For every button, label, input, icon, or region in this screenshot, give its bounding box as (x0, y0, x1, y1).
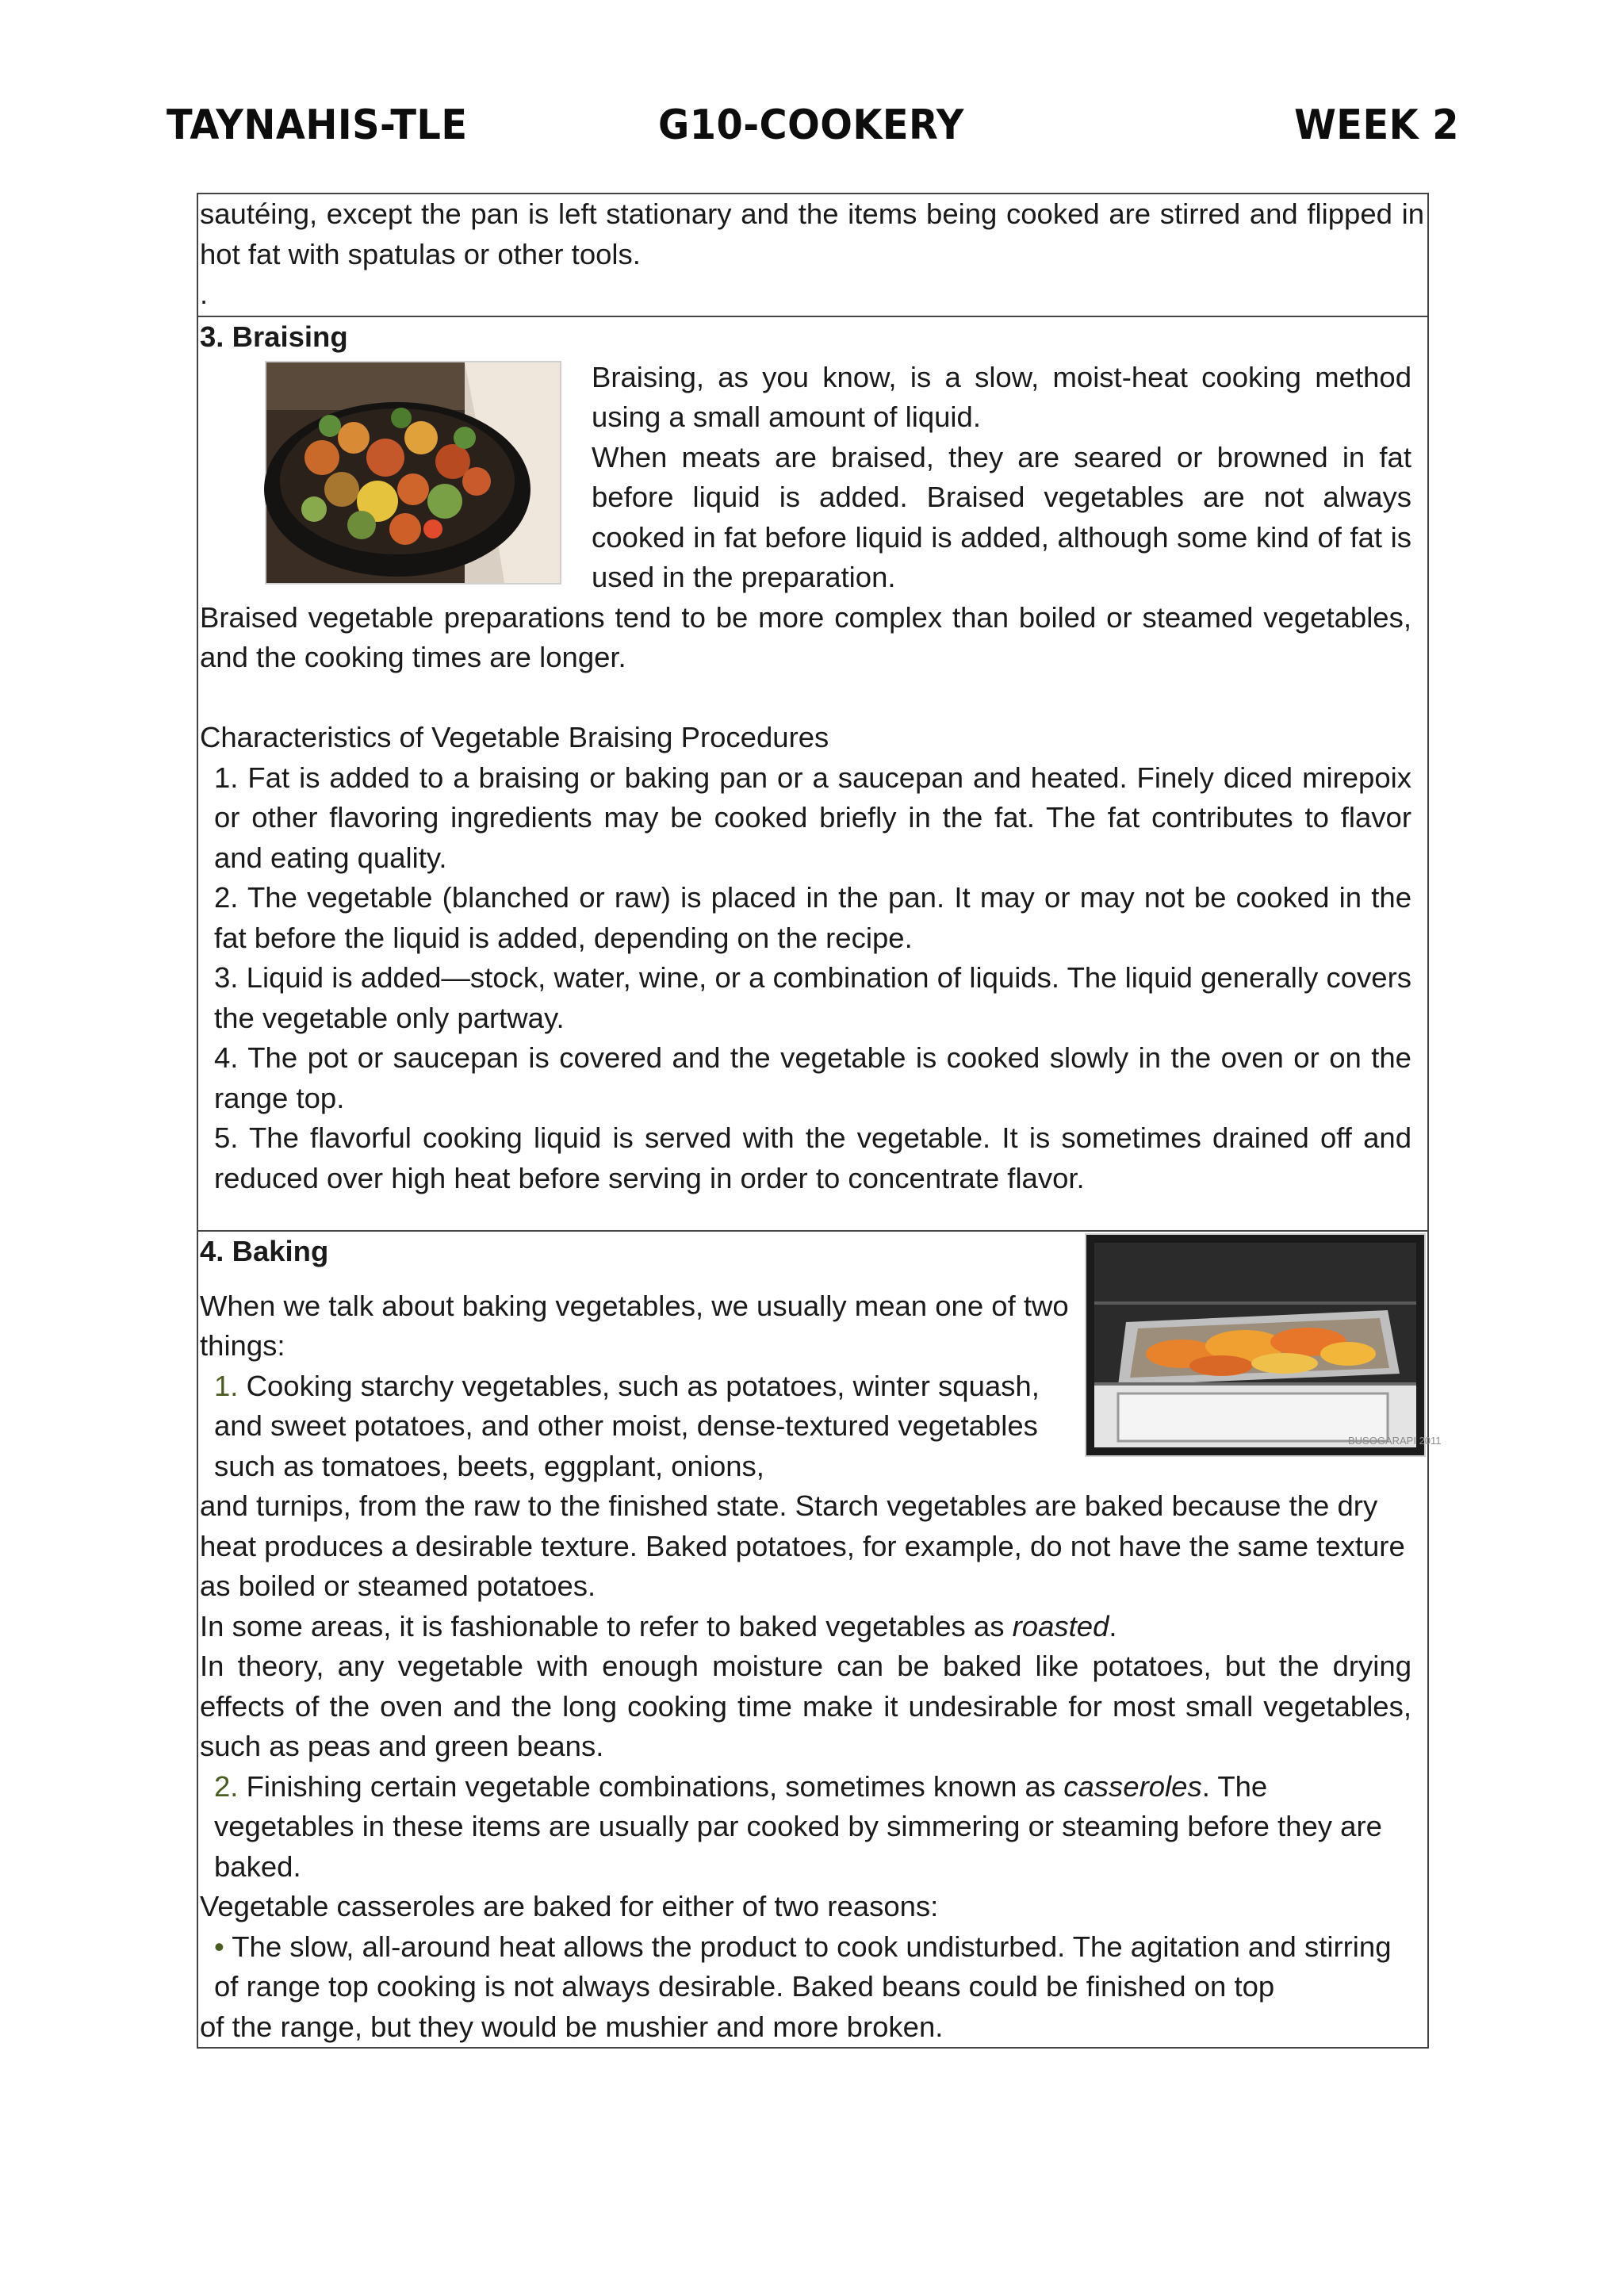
braising-section (198, 317, 1427, 1232)
braised-vegetables-picture (266, 362, 560, 583)
braised-vegetables-image (265, 361, 561, 585)
braising-step-3: 3. Liquid is added—stock, water, wine, or a combination of liquids. The liquid generally covers the vegetable only partway. (214, 961, 1411, 1034)
braising-paragraph-3: Braised vegetable preparations tend to be more complex than boiled or steamed vegetables, and the cooking times are longer. (200, 600, 1411, 673)
header-school: TAYNAHIS-TLE (167, 102, 468, 149)
braising-step-4: 4. The pot or saucepan is covered and the vegetable is cooked slowly in the oven or on the range top. (214, 1041, 1411, 1114)
baking-section (198, 1232, 1442, 2047)
braising-paragraph-1: Braising, as you know, is a slow, moist-heat cooking method using a small amount of liquid. (592, 360, 1411, 433)
baking-intro: When we talk about baking vegetables, we usually mean one of two things: (200, 1289, 1069, 1362)
intro-dot: . (200, 278, 209, 310)
baking-item-1-text: Cooking starchy vegetables, such as potatoes, winter squash, and sweet potatoes, and other moist, dense-textured vegetables such as tomatoes, beets, eggplant, onions, (214, 1369, 1040, 1482)
baking-item-1-continuation: and turnips, from the raw to the finished state. Starch vegetables are baked because the dry heat produces a desirable texture. Baked potatoes, for example, do not have the same texture as boiled or steamed potatoes. (200, 1489, 1405, 1602)
baking-reason-bullet (200, 1927, 1411, 2007)
braising-step-2: 2. The vegetable (blanched or raw) is placed in the pan. It may or may not be cooked in the fat before the liquid is added, depending on the recipe. (214, 881, 1411, 954)
braising-heading: 3. Braising (200, 320, 348, 353)
roasted-term: roasted (1012, 1609, 1109, 1642)
baking-item-2-end: . The vegetables in these items are usually par cooked by simmering or steaming before they are baked. (214, 1769, 1382, 1883)
bullet-mark: • (214, 1930, 224, 1963)
image-watermark: BUSOGARAPI 2011 (1348, 1435, 1442, 1447)
baking-reason-continuation: of the range, but they would be mushier and more broken. (200, 2010, 944, 2043)
braising-step-5: 5. The flavorful cooking liquid is served with the vegetable. It is sometimes drained off and reduced over high heat before serving in order to concentrate flavor. (214, 1121, 1411, 1194)
baking-theory-paragraph: In theory, any vegetable with enough moisture can be baked like potatoes, but the drying effects of the oven and the long cooking time make it undesirable for most small vegetables, such as peas and green beans. (200, 1650, 1411, 1762)
baking-reasons-intro: Vegetable casseroles are baked for either of two reasons: (200, 1890, 939, 1922)
lesson-content-table (197, 193, 1442, 2049)
baking-item-2-number: 2. (214, 1769, 239, 1803)
intro-paragraph: sautéing, except the pan is left stationary and the items being cooked are stirred and flipped in hot fat with spatulas or other tools. (200, 197, 1424, 270)
braising-step-1: 1. Fat is added to a braising or baking pan or a saucepan and heated. Finely diced mirepoix or other flavoring ingredients may be cooked briefly in the fat. The fat contributes to flavor and eating quality. (214, 761, 1411, 874)
braising-paragraph-2: When meats are braised, they are seared or browned in fat before liquid is added. Braised vegetables are not always cooked in fat before liquid is added, although some kind of fat is used in the preparation. (592, 440, 1411, 593)
braising-subheading: Characteristics of Vegetable Braising Procedures (200, 721, 829, 753)
casseroles-term: casseroles (1063, 1769, 1202, 1803)
roasted-note-end: . (1109, 1609, 1117, 1642)
baked-vegetables-image (1085, 1233, 1442, 1457)
roasted-note-lead: In some areas, it is fashionable to refer to baked vegetables as (200, 1609, 1013, 1642)
header-subject: G10-COOKERY (658, 102, 964, 149)
baking-item-1-number: 1. (214, 1369, 239, 1402)
baking-item-2 (200, 1767, 1411, 1888)
baking-reason-text: The slow, all-around heat allows the product to cook undisturbed. The agitation and stirring of range top cooking is not always desirable. Baked beans could be finished on top (214, 1930, 1392, 2003)
header-week: WEEK 2 (1294, 102, 1459, 149)
baked-vegetables-picture (1086, 1235, 1442, 1455)
page-header (167, 94, 1459, 157)
baking-roasted-note (200, 1607, 1411, 1647)
baking-heading: 4. Baking (200, 1235, 329, 1267)
baking-item-2-lead: Finishing certain vegetable combinations, sometimes known as (246, 1769, 1064, 1803)
intro-section (198, 194, 1427, 317)
